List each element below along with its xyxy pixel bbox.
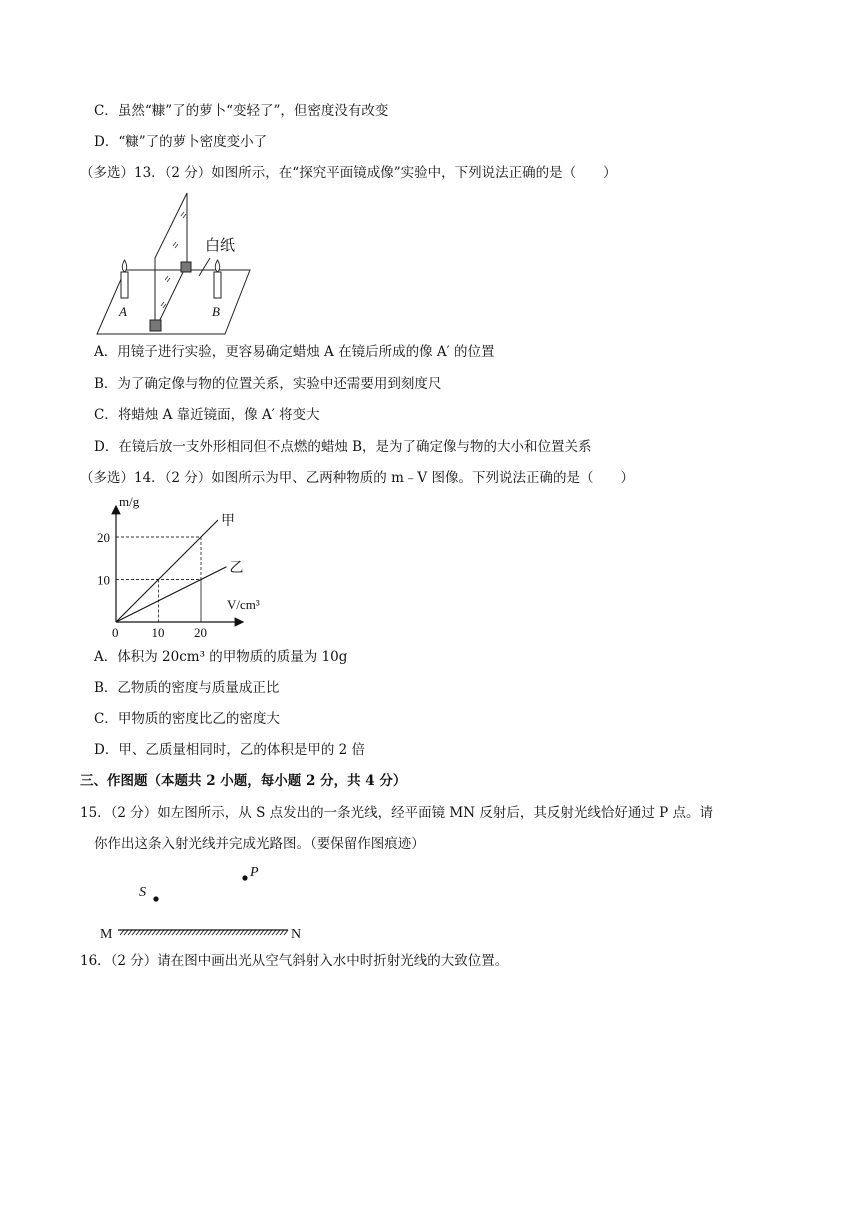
- section-heading: 三、作图题（本题共 2 小题，每小题 2 分，共 4 分）: [80, 773, 407, 789]
- candle-a: [121, 272, 128, 298]
- q14-stem: （多选）14．（2 分）如图所示为甲、乙两种物质的 m﹣V 图像。下列说法正确的是（ ）: [80, 470, 634, 486]
- candle-b-label: B: [212, 304, 220, 319]
- q15-stem-line2: 你作出这条入射光线并完成光路图。（要保留作图痕迹）: [94, 836, 425, 852]
- candle-a-flame: [122, 260, 127, 272]
- point-p-label: P: [250, 865, 259, 880]
- clamp-top: [181, 262, 191, 272]
- mirror-reflection-figure: [98, 860, 318, 945]
- q13-option-b: B．为了确定像与物的位置关系，实验中还需要用到刻度尺: [94, 376, 442, 392]
- q16-stem: 16．（2 分）请在图中画出光从空气斜射入水中时折射光线的大致位置。: [80, 953, 509, 969]
- candle-b-flame: [215, 260, 220, 272]
- point-s-label: S: [139, 885, 146, 900]
- q14-option-d: D．甲、乙质量相同时，乙的体积是甲的 2 倍: [94, 742, 365, 758]
- candle-a-label: A: [119, 304, 127, 319]
- mv-graph: [95, 492, 285, 642]
- q14-option-c: C．甲物质的密度比乙的密度大: [94, 711, 280, 727]
- q13-option-a: A．用镜子进行实验，更容易确定蜡烛 A 在镜后所成的像 A′ 的位置: [94, 344, 495, 360]
- series-label-0: 甲: [221, 514, 235, 529]
- q15-stem-line1: 15．（2 分）如左图所示，从 S 点发出的一条光线，经平面镜 MN 反射后，其反射光线恰好通过 P 点。请: [80, 805, 714, 821]
- glass-hatching: [161, 212, 186, 308]
- clamp-bottom: [150, 320, 161, 331]
- y-axis-label: m/g: [119, 494, 140, 509]
- x-tick-label-2: 20: [194, 625, 207, 640]
- candle-b: [214, 272, 221, 298]
- mirror-label-m: M: [100, 927, 113, 942]
- series-label-1: 乙: [229, 560, 244, 576]
- q13-option-c: C．将蜡烛 A 靠近镜面，像 A′ 将变大: [94, 407, 320, 423]
- q14-option-a: A．体积为 20cm³ 的甲物质的质量为 10g: [94, 649, 348, 665]
- q13-stem: （多选）13．（2 分）如图所示，在“探究平面镜成像”实验中，下列说法正确的是（ ）: [80, 165, 617, 181]
- q12-option-c: C．虽然“糠”了的萝卜“变轻了”，但密度没有改变: [94, 103, 389, 119]
- mirror-experiment-figure: [95, 188, 255, 338]
- x-axis-label: V/cm³: [227, 597, 260, 612]
- paper-plane: [97, 270, 250, 334]
- mirror-hatching: [120, 930, 288, 935]
- y-tick-label-1: 20: [97, 530, 110, 545]
- q12-option-d: D．“糠”了的萝卜密度变小了: [94, 134, 268, 150]
- mirror-label-n: N: [291, 927, 302, 942]
- paper-pointer: [199, 258, 210, 276]
- series-line-0: [116, 520, 218, 622]
- point-p: [242, 875, 247, 880]
- q14-option-b: B．乙物质的密度与质量成正比: [94, 680, 280, 696]
- q13-option-d: D．在镜后放一支外形相同但不点燃的蜡烛 B，是为了确定像与物的大小和位置关系: [94, 439, 592, 455]
- x-tick-label-0: 0: [112, 625, 119, 640]
- paper-label: 白纸: [205, 238, 236, 254]
- x-tick-label-1: 10: [151, 625, 165, 640]
- series-lines: [116, 513, 244, 622]
- point-s: [153, 896, 158, 901]
- y-tick-label-0: 10: [97, 572, 110, 588]
- series-line-1: [116, 567, 227, 622]
